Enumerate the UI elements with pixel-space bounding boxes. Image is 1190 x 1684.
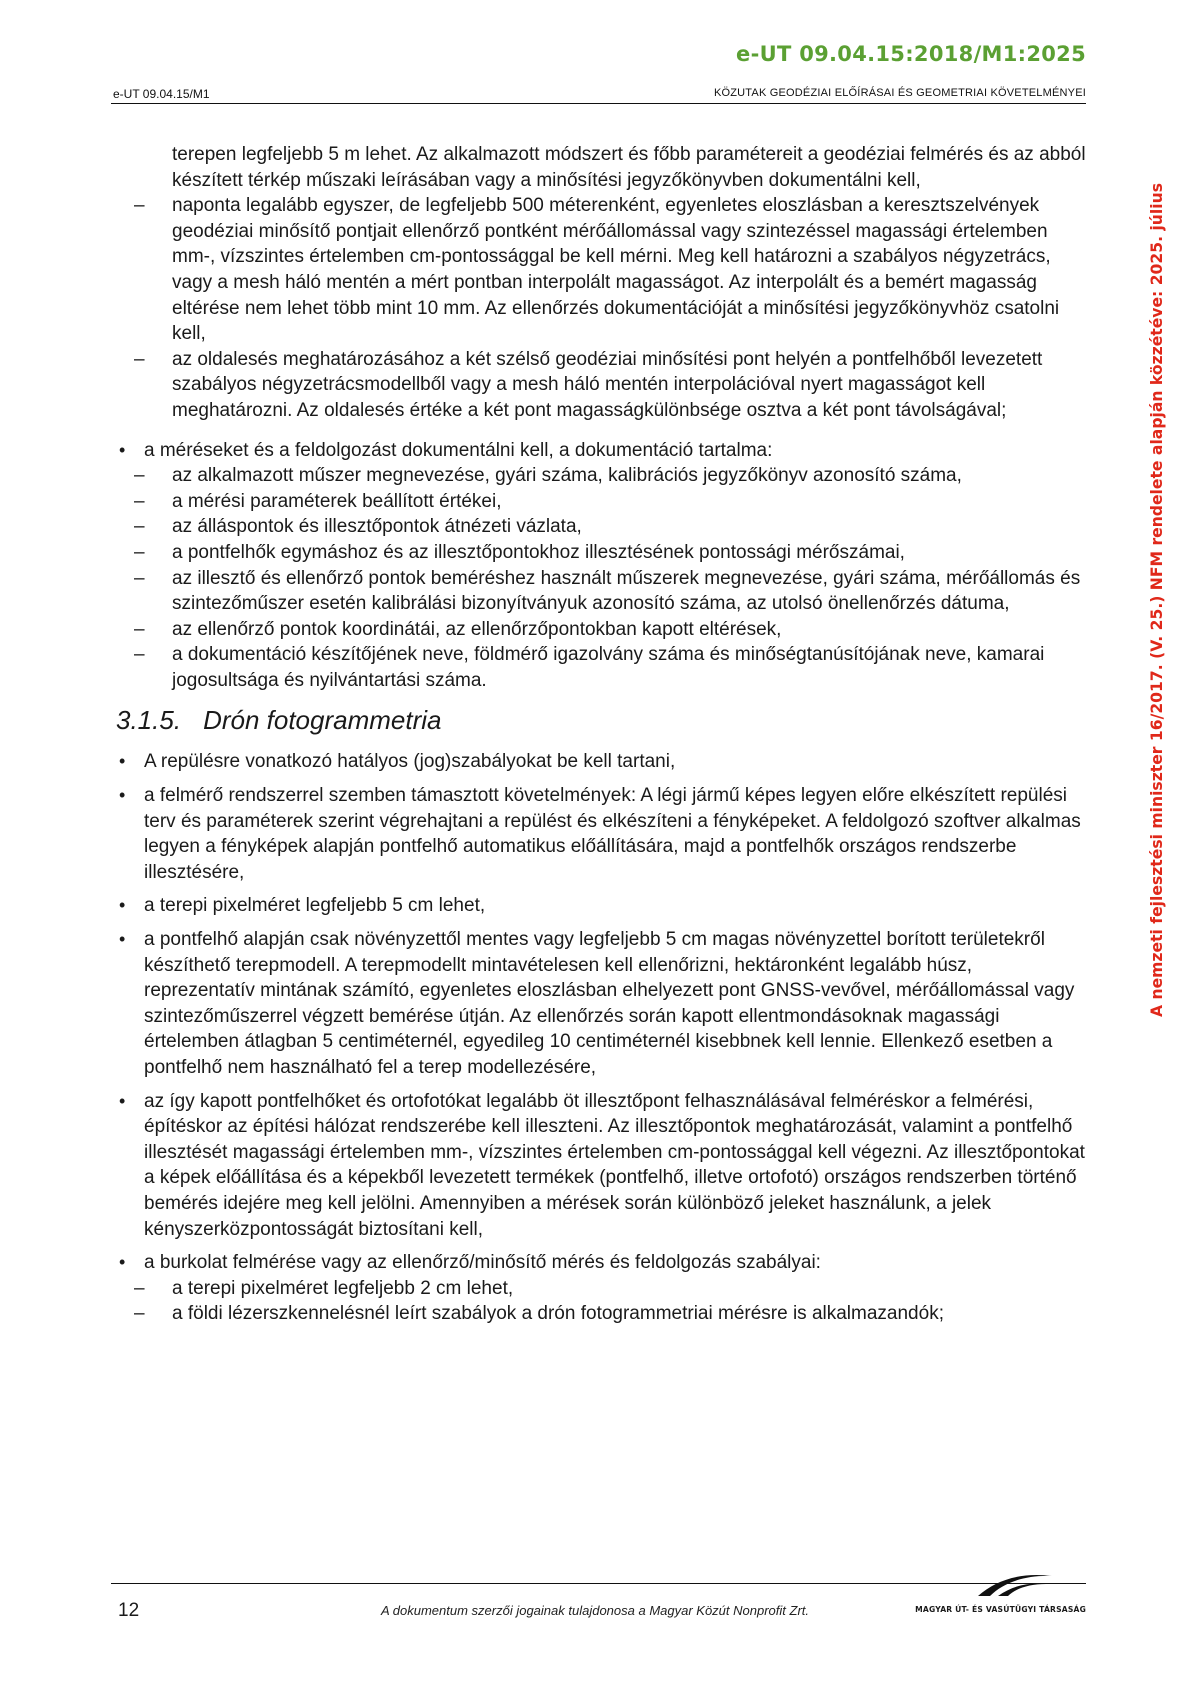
bullet-item bbox=[116, 927, 1086, 1081]
bullet-marker: • bbox=[119, 1252, 126, 1273]
dash-marker: – bbox=[134, 516, 145, 538]
list-item-text: az illesztő és ellenőrző pontok beméréshez használt műszerek megnevezése, gyári száma, mérőállomás és szintezőműszer esetén kalibrálási bizonyítványuk azonosító száma, az utolsó önellenőrzés dátuma, bbox=[172, 567, 1081, 615]
intro-paragraph: terepen legfeljebb 5 m lehet. Az alkalmazott módszert és főbb paramétereit a geodéziai felmérés és az abból készített térkép műszaki leírásában vagy a minősítési jegyzőkönyvben dokumentálni kell, bbox=[172, 144, 1086, 191]
bullet-text: a terepi pixelméret legfeljebb 5 cm lehet, bbox=[144, 895, 486, 917]
list-item-text: a mérési paraméterek beállított értékei, bbox=[172, 490, 502, 512]
bullet-item bbox=[116, 783, 1086, 885]
side-publication-note bbox=[1146, 160, 1168, 1040]
main-content bbox=[116, 142, 1086, 1327]
list-item-text: a pontfelhők egymáshoz és az illesztőpontokhoz illesztésének pontossági mérőszámai, bbox=[172, 541, 905, 563]
document-code: e-UT 09.04.15:2018/M1:2025 bbox=[736, 42, 1086, 66]
bullet-item bbox=[116, 1089, 1086, 1243]
list-item-text: a dokumentáció készítőjének neve, földmérő igazolvány száma és minőségtanúsítójának neve, kamarai jogosultsága és nyilvántartási száma. bbox=[172, 644, 1045, 691]
bullet-marker: • bbox=[119, 785, 126, 806]
bullet-text: a pontfelhő alapján csak növényzettől mentes vagy legfeljebb 5 cm magas növényzettel borított területekről készíthető terepmodell. A terepmodellt mintavételesen kell ellenőrizni, hektáronként legalább húsz, reprezentatív mintának számító, egyenletes eloszlásban elhelyezett pont GNSS-vevővel, mérőállomással vagy szintezőműszerrel végzett bemérése útján. Az ellenőrzés során kapott ellentmondásoknak magassági értelemben átlagban 5 centiméternél, egyedileg 10 centiméternél kisebbnek kell lennie. Ellenkező esetben a pontfelhő nem használható fel a terep modellezésére, bbox=[144, 929, 1075, 1078]
bullet-marker: • bbox=[119, 439, 126, 460]
bullet-text: a felmérő rendszerrel szemben támasztott követelmények: A légi jármű képes legyen előre elkészített repülési terv és paraméterek szerint végrehajtani a repülést és elkészíteni a fényképeket. A feldolgozó szoftver alkalmas legyen a fényképek alapján pontfelhő automatikus előállítására, majd a pontfelhők országos rendszerbe illesztésére, bbox=[144, 785, 1081, 883]
bullet-item bbox=[116, 893, 1086, 919]
list-item-text: az álláspontok és illesztőpontok átnézeti vázlata, bbox=[172, 516, 582, 538]
bullet-marker: • bbox=[119, 895, 126, 916]
bullet-text: a méréseket és a feldolgozást dokumentálni kell, a dokumentáció tartalma: bbox=[144, 439, 773, 461]
dash-marker: – bbox=[134, 348, 145, 370]
list-item-text: az ellenőrző pontok koordinátái, az ellenőrzőpontokban kapott eltérések, bbox=[172, 618, 782, 640]
bullet-marker: • bbox=[119, 751, 126, 772]
section-title: Drón fotogrammetria bbox=[203, 705, 442, 736]
logo-text: MAGYAR ÚT- ÉS VASÚTÜGYI TÁRSASÁG bbox=[915, 1605, 1086, 1614]
dash-marker: – bbox=[134, 644, 145, 666]
list-item bbox=[116, 617, 1086, 643]
list-item-text: a földi lézerszkennelésnél leírt szabályok a drón fotogrammetriai mérésre is alkalmazandók; bbox=[172, 1303, 944, 1325]
list-item bbox=[116, 514, 1086, 540]
bullet-marker: • bbox=[119, 929, 126, 950]
dash-marker: – bbox=[134, 195, 145, 217]
dash-marker: – bbox=[134, 1277, 145, 1299]
dash-marker: – bbox=[134, 541, 145, 563]
list-item-text: naponta legalább egyszer, de legfeljebb 500 méterenként, egyenletes eloszlásban a keresztszelvények geodéziai minősítő pontjait ellenőrző pontként mérőállomással vagy szintezéssel magassági értelemben mm-, vízszintes értelemben cm-pontossággal be kell mérni. Meg kell határozni a szabályos négyzetrács, vagy a mesh háló mentén a mért pontban interpolált magasságot. Az interpolált és a bemért magasság eltérése nem lehet több mint 10 mm. Az ellenőrzés dokumentációját a minősítési jegyzőkönyvhöz csatolni kell, bbox=[172, 195, 1060, 345]
list-item bbox=[116, 347, 1086, 424]
list-item bbox=[116, 1276, 1086, 1302]
bullet-text: a burkolat felmérése vagy az ellenőrző/minősítő mérés és feldolgozás szabályai: bbox=[144, 1252, 821, 1274]
list-item bbox=[116, 642, 1086, 693]
list-item bbox=[116, 540, 1086, 566]
page-number: 12 bbox=[118, 1600, 140, 1621]
header-right: KÖZUTAK GEODÉZIAI ELŐÍRÁSAI ÉS GEOMETRIAI KÖVETELMÉNYEI bbox=[713, 87, 1086, 99]
section-number: 3.1.5. bbox=[116, 705, 182, 736]
list-item bbox=[116, 489, 1086, 515]
bullet-text: az így kapott pontfelhőket és ortofotókat legalább öt illesztőpont felhasználásával felméréskor a felmérési, építéskor az építési hálózat rendszerébe kell illeszteni. Az illesztőpontok meghatározását, valamint a pontfelhő illesztését magassági értelemben mm-, vízszintes értelemben cm-pontossággal kell végezni. Az illesztőpontokat a képek előállítása és a képekből levezetett termékek (pontfelhő, illetve ortofotó) országos rendszerben történő bemérés idejére meg kell jelölni. Amennyiben a mérések során különböző jeleket használunk, a jelek kényszerközpontosságát biztosítani kell, bbox=[144, 1090, 1085, 1240]
dash-marker: – bbox=[134, 490, 145, 512]
section-heading bbox=[116, 703, 1086, 737]
dash-marker: – bbox=[134, 1303, 145, 1325]
header-rule bbox=[111, 103, 1086, 104]
bullet-marker: • bbox=[119, 1090, 126, 1111]
list-item bbox=[116, 1301, 1086, 1327]
footer-copyright: A dokumentum szerzői jogainak tulajdonosa a Magyar Közút Nonprofit Zrt. bbox=[380, 1603, 809, 1618]
dash-marker: – bbox=[134, 567, 145, 589]
company-logo bbox=[916, 1570, 1086, 1618]
header-left: e-UT 09.04.15/M1 bbox=[113, 87, 210, 101]
list-item-text: a terepi pixelméret legfeljebb 2 cm lehet, bbox=[172, 1277, 514, 1299]
bullet-text: A repülésre vonatkozó hatályos (jog)szabályokat be kell tartani, bbox=[144, 751, 676, 773]
list-item bbox=[116, 566, 1086, 617]
list-item-text: az oldalesés meghatározásához a két szélső geodéziai minősítési pont helyén a pontfelhőből levezetett szabályos négyzetrácsmodellből vagy a mesh háló mentén interpolációval nyert magasságot kell meghatározni. Az oldalesés értéke a két pont magasságkülönbsége osztva a két pont távolságával; bbox=[172, 348, 1043, 421]
list-item-text: az alkalmazott műszer megnevezése, gyári száma, kalibrációs jegyzőkönyv azonosító száma, bbox=[172, 465, 962, 487]
list-item bbox=[116, 193, 1086, 347]
bullet-item-pavement bbox=[116, 1250, 1086, 1327]
dash-marker: – bbox=[134, 465, 145, 487]
side-note-text: A nemzeti fejlesztési miniszter 16/2017. (V. 25.) NFM rendelete alapján közzétéve: 2025. július bbox=[1148, 183, 1166, 1017]
dash-marker: – bbox=[134, 618, 145, 640]
bullet-item bbox=[116, 749, 1086, 775]
bullet-item-documentation bbox=[116, 438, 1086, 694]
logo-swoosh-icon bbox=[976, 1570, 1054, 1598]
list-item bbox=[116, 463, 1086, 489]
